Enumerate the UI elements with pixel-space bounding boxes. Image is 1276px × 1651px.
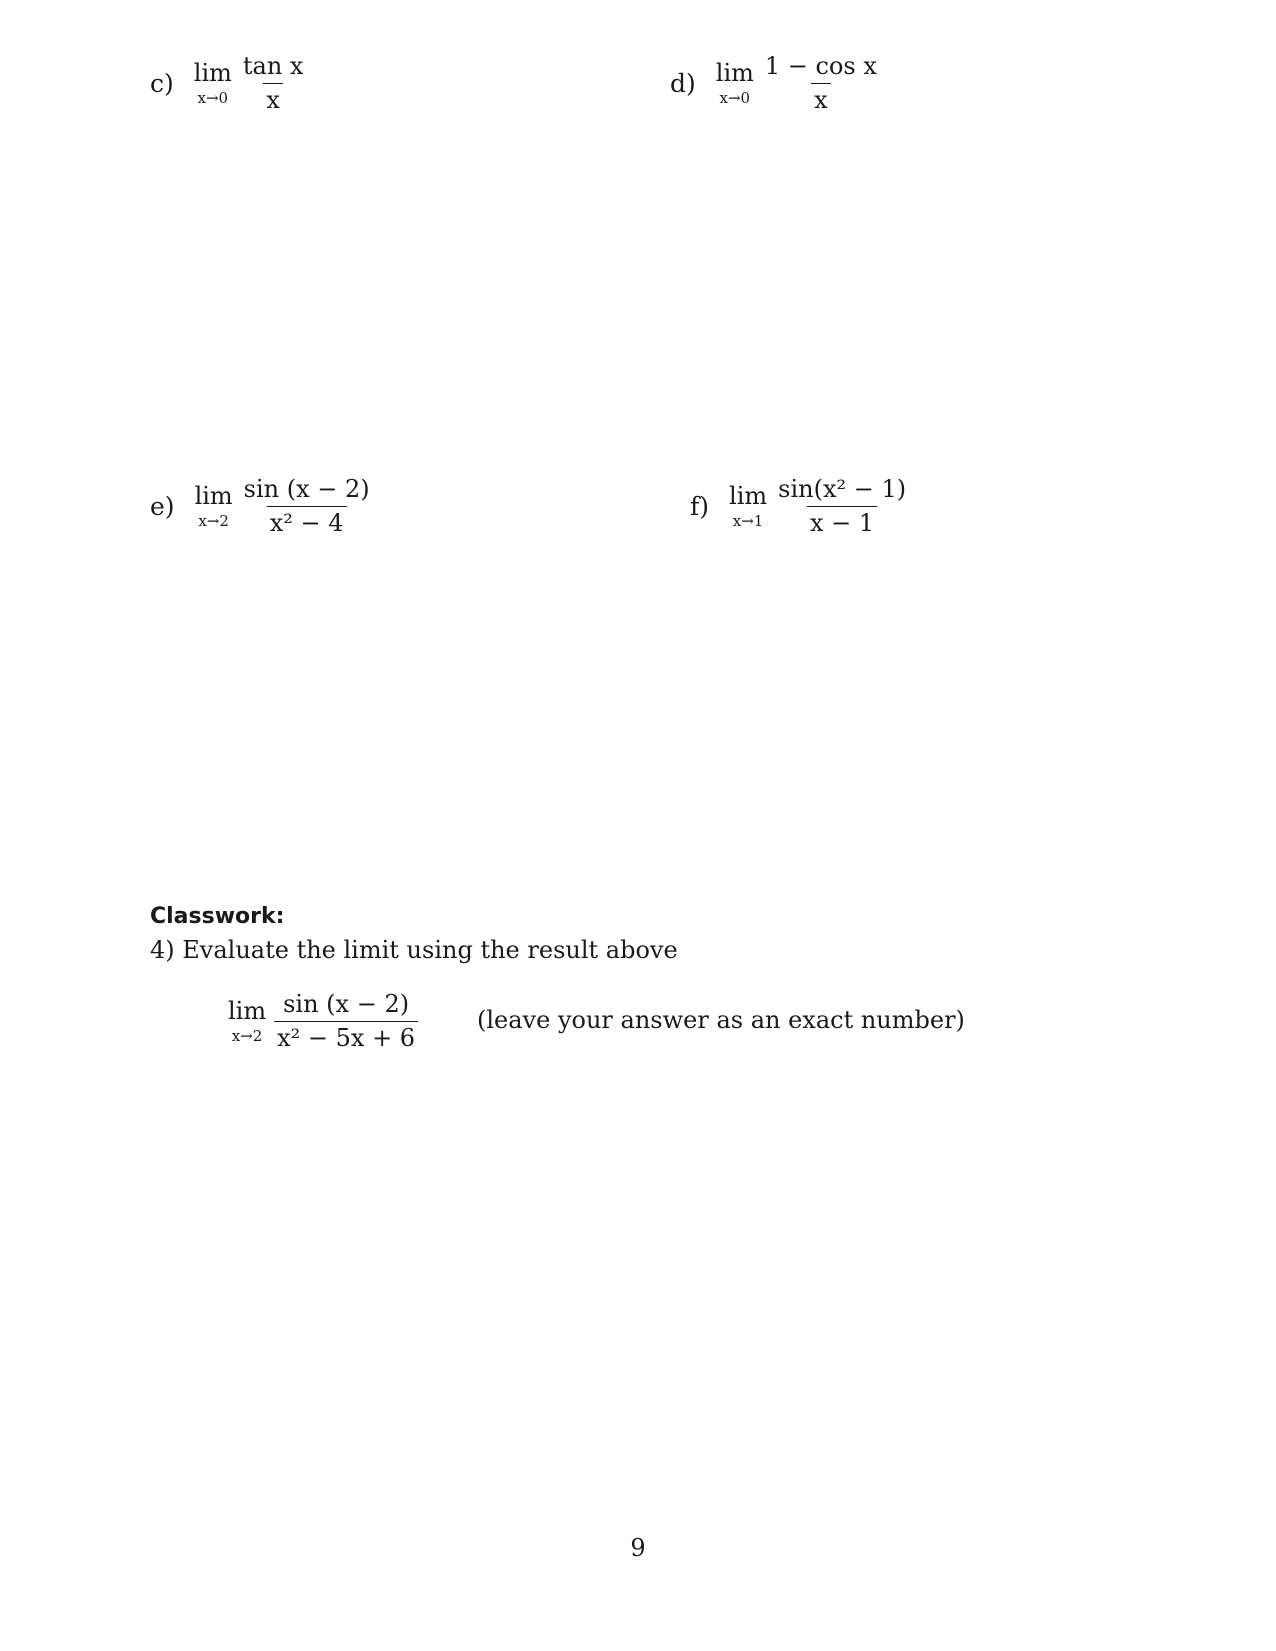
problem-e: [150, 477, 373, 536]
denominator: x² − 5x + 6: [274, 1021, 418, 1051]
problem-label: e): [150, 492, 175, 522]
classwork-limit: [228, 992, 418, 1051]
limit-subscript: x→1: [732, 512, 764, 531]
limit-word: lim: [715, 59, 754, 88]
classwork-instruction: 4) Evaluate the limit using the result above: [150, 936, 678, 964]
limit-operator: [194, 61, 232, 106]
denominator: x − 1: [807, 506, 877, 536]
classwork-heading: Classwork:: [150, 904, 285, 929]
denominator: x: [811, 83, 831, 113]
classwork-note: (leave your answer as an exact number): [477, 1006, 965, 1034]
problem-label: f): [690, 492, 710, 522]
fraction: [762, 54, 880, 113]
fraction: [241, 477, 373, 536]
limit-operator: [195, 484, 233, 529]
limit-operator: [729, 484, 767, 529]
limit-word: lim: [193, 59, 232, 88]
problem-d: [670, 54, 880, 113]
fraction: [240, 54, 307, 113]
limit-operator: [716, 61, 754, 106]
denominator: x² − 4: [267, 506, 347, 536]
numerator: sin (x − 2): [243, 475, 370, 503]
numerator: sin(x² − 1): [778, 475, 907, 503]
problem-f: [690, 477, 909, 536]
limit-subscript: x→2: [198, 512, 229, 531]
fraction: [274, 992, 418, 1051]
limit-word: lim: [729, 482, 768, 511]
page-number: 9: [630, 1534, 646, 1562]
limit-subscript: x→0: [719, 89, 751, 108]
problem-label: c): [150, 69, 174, 99]
limit-operator: [228, 999, 266, 1044]
limit-subscript: x→2: [231, 1027, 263, 1046]
numerator: tan x: [242, 52, 304, 80]
fraction: [775, 477, 909, 536]
numerator: sin (x − 2): [283, 990, 410, 1018]
limit-word: lim: [228, 997, 267, 1026]
numerator: 1 − cos x: [764, 52, 877, 80]
limit-word: lim: [194, 482, 233, 511]
denominator: x: [263, 83, 283, 113]
problem-c: [150, 54, 306, 113]
limit-subscript: x→0: [197, 89, 229, 108]
problem-label: d): [670, 69, 696, 99]
